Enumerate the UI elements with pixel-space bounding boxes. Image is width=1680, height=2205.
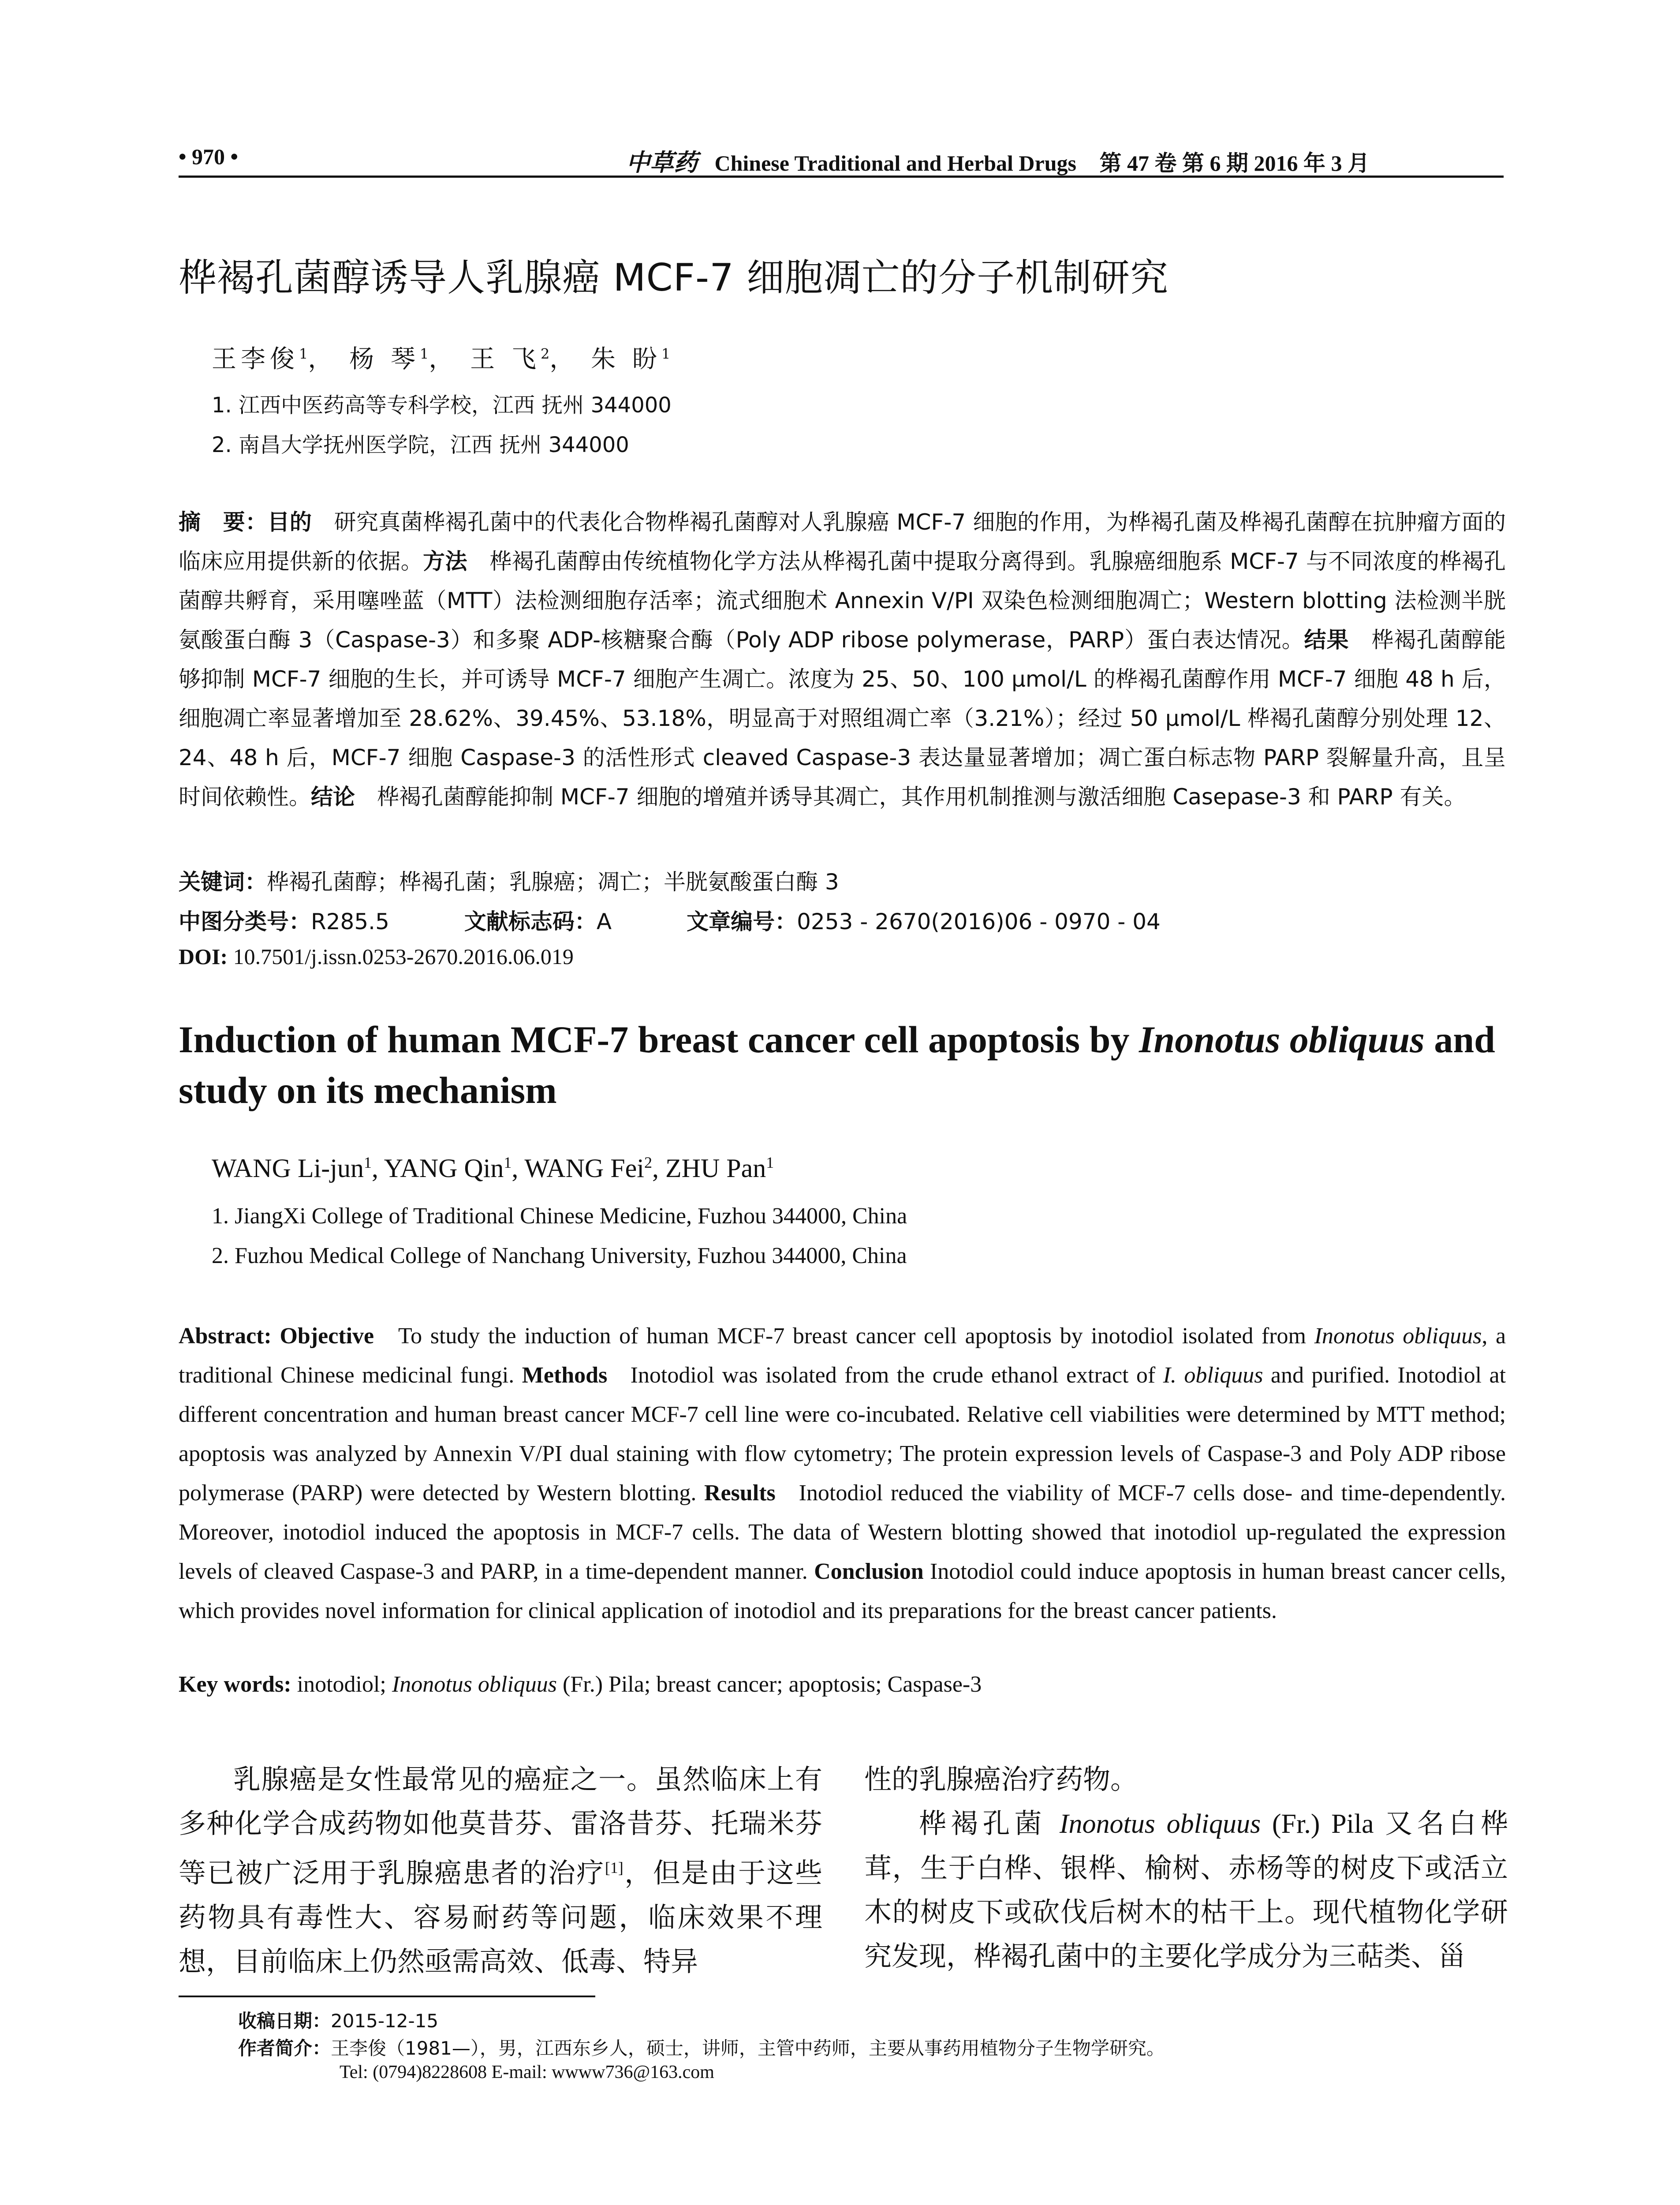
author-sup: 1	[363, 1154, 372, 1171]
footnote-author	[238, 2034, 1165, 2060]
abstract-cn-label: 摘 要：	[179, 509, 268, 535]
body-text: 又名白桦茸，生于白桦、银桦、榆树、赤杨等的树皮下或活立木的树皮下或砍伐后树木的枯干上。现代植物化学研究发现，桦褐孔菌中的主要化学成分为三萜类、甾	[864, 1807, 1508, 1972]
authors-cn: 王李俊$^1$， 杨 琴$^1$， 王 飞$^2$， 朱 盼$^1$	[212, 345, 671, 374]
doi-line	[179, 944, 574, 969]
author-en: WANG Li-jun	[212, 1154, 364, 1183]
journal-logo-cn: 中草药	[626, 148, 698, 176]
journal-issue: 第 47 卷 第 6 期 2016 年 3 月	[1099, 151, 1370, 176]
author-sup: 1	[419, 345, 429, 363]
abstract-cn	[179, 503, 1506, 817]
author-bio-label: 作者简介：	[238, 2037, 331, 2059]
running-header	[179, 140, 1504, 176]
body-text: 乳腺癌是女性最常见的癌症之一。虽然临床上有多种化学合成药物如他莫昔芬、雷洛昔芬、托瑞米芬等已被广泛用于乳腺癌患者的治疗	[179, 1763, 822, 1889]
body-paragraph	[179, 1757, 822, 1984]
keywords-en-a: inotodiol;	[297, 1672, 392, 1697]
results-text-en: Inotodiol reduced the viability of MCF-7 cells dose- and time-dependently. Moreover, inotodiol induced the apoptosis in MCF-7 cells. The data of Western blotting showed that inotodiol up-regulated the expression levels of cleaved Caspase-3 and PARP, in a time-dependent manner.	[179, 1480, 1506, 1584]
methods-label-cn: 方法	[423, 549, 467, 574]
keywords-cn	[179, 864, 839, 896]
doi-value: 10.7501/j.issn.0253-2670.2016.06.019	[233, 944, 574, 969]
footnote-received	[238, 2007, 438, 2033]
author-cn: 王 飞	[470, 345, 541, 374]
methods-label-en: Methods	[522, 1363, 608, 1388]
species-authority: (Fr.) Pila	[1261, 1809, 1385, 1839]
keywords-en-species: Inonotus obliquus	[392, 1672, 557, 1697]
page-number: • 970 •	[179, 144, 239, 169]
received-date: 2015-12-15	[331, 2010, 439, 2032]
footnote-rule	[179, 1996, 595, 1997]
citation-ref[interactable]: [1]	[605, 1859, 623, 1876]
author-sup: 1	[661, 345, 671, 363]
objective-text-en-a: To study the induction of human MCF-7 breast cancer cell apoptosis by inotodiol isolated from	[398, 1323, 1314, 1349]
body-text: 桦褐孔菌	[919, 1807, 1060, 1839]
conclusion-label-en: Conclusion	[814, 1559, 924, 1584]
results-label-en: Results	[704, 1480, 776, 1506]
affiliation-cn-2: 2. 南昌大学抚州医学院，江西 抚州 344000	[212, 433, 629, 457]
author-en: YANG Qin	[384, 1154, 504, 1183]
footnote-contact: Tel: (0794)8228608 E-mail: wwww736@163.com	[340, 2062, 714, 2082]
classification-line	[179, 904, 1161, 936]
doi-label: DOI:	[179, 944, 228, 969]
results-text-cn: 桦褐孔菌醇能够抑制 MCF-7 细胞的生长，并可诱导 MCF-7 细胞产生凋亡。浓度为 25、50、100 μmol/L 的桦褐孔菌醇作用 MCF-7 细胞 48 h 后，细胞凋亡率显著增加至 28.62%、39.45%、53.18%，明显高于对照组凋亡率（3.21%）；经过 50 μmol/L 桦褐孔菌醇分别处理 12、24、48 h 后，MCF-7 细胞 Caspase-3 的活性形式 cleaved Caspase-3 表达量显著增加；凋亡蛋白标志物 PARP 裂解量升高，且呈时间依赖性。	[179, 627, 1506, 810]
author-sup: 2	[644, 1154, 652, 1171]
author-sup: 1	[766, 1154, 774, 1171]
affiliation-en-2: 2. Fuzhou Medical College of Nanchang University, Fuzhou 344000, China	[212, 1243, 907, 1268]
species-name: Inonotus obliquus	[1059, 1809, 1261, 1839]
objective-text-en-b: , a traditional Chinese medicinal fungi.	[179, 1323, 1506, 1388]
title-en-part1: Induction of human MCF-7 breast cancer cell apoptosis by	[179, 1018, 1139, 1061]
classification-label: 中图分类号：	[179, 909, 311, 934]
doc-code-label: 文献标志码：	[464, 909, 597, 934]
keywords-cn-label: 关键词：	[179, 869, 267, 895]
author-cn: 朱 盼	[591, 345, 661, 374]
title-cn: 桦褐孔菌醇诱导人乳腺癌 MCF-7 细胞凋亡的分子机制研究	[179, 256, 1169, 300]
journal-name-en: Chinese Traditional and Herbal Drugs	[714, 151, 1076, 176]
conclusion-text-en: Inotodiol could induce apoptosis in human breast cancer cells, which provides novel information for clinical application of inotodiol and its preparations for the breast cancer patients.	[179, 1559, 1506, 1623]
keywords-cn-text: 桦褐孔菌醇；桦褐孔菌；乳腺癌；凋亡；半胱氨酸蛋白酶 3	[267, 869, 839, 895]
body-column-left	[179, 1757, 822, 1984]
methods-text-cn: 桦褐孔菌醇由传统植物化学方法从桦褐孔菌中提取分离得到。乳腺癌细胞系 MCF-7 与不同浓度的桦褐孔菌醇共孵育，采用噻唑蓝（MTT）法检测细胞存活率；流式细胞术 Annexin V/PI 双染色检测细胞凋亡；Western blotting 法检测半胱氨酸蛋白酶 3（Caspase-3）和多聚 ADP-核糖聚合酶（Poly ADP ribose polymerase，PARP）蛋白表达情况。	[179, 549, 1506, 653]
author-bio: 王李俊（1981—），男，江西东乡人，硕士，讲师，主管中药师，主要从事药用植物分子生物学研究。	[331, 2037, 1165, 2059]
objective-text-cn: 研究真菌桦褐孔菌中的代表化合物桦褐孔菌醇对人乳腺癌 MCF-7 细胞的作用，为桦褐孔菌及桦褐孔菌醇在抗肿瘤方面的临床应用提供新的依据。	[179, 509, 1506, 574]
abstract-en	[179, 1316, 1506, 1630]
methods-text-en-b: and purified. Inotodiol at different concentration and human breast cancer MCF-7 cell line were co-incubated. Relative cell viabilities were determined by MTT method; apoptosis was analyzed by Annexin V/PI dual staining with flow cytometry; The protein expression levels of Caspase-3 and Poly ADP ribose polymerase (PARP) were detected by Western blotting.	[179, 1363, 1506, 1506]
conclusion-text-cn: 桦褐孔菌醇能抑制 MCF-7 细胞的增殖并诱导其凋亡，其作用机制推测与激活细胞 Casepase-3 和 PARP 有关。	[377, 784, 1466, 810]
author-en: ZHU Pan	[665, 1154, 766, 1183]
body-text: ，但是由于这些药物具有毒性大、容易耐药等问题，临床效果不理想，目前临床上仍然亟需高效、低毒、特异	[179, 1857, 822, 1977]
author-en: WANG Fei	[524, 1154, 644, 1183]
conclusion-label-cn: 结论	[311, 784, 355, 810]
classification-value: R285.5	[311, 909, 389, 934]
body-paragraph: 性的乳腺癌治疗药物。	[864, 1763, 1138, 1795]
doc-code-value: A	[596, 909, 612, 934]
header-rule	[179, 176, 1504, 178]
keywords-en-label: Key words:	[179, 1672, 291, 1697]
abstract-en-label: Abstract:	[179, 1323, 272, 1349]
affiliation-en-1: 1. JiangXi College of Traditional Chinese Medicine, Fuzhou 344000, China	[212, 1203, 907, 1229]
methods-text-en-a: Inotodiol was isolated from the crude ethanol extract of	[630, 1363, 1163, 1388]
results-label-cn: 结果	[1304, 627, 1349, 653]
affiliation-cn-1: 1. 江西中医药高等专科学校，江西 抚州 344000	[212, 393, 672, 418]
methods-species-en: I. obliquus	[1163, 1363, 1263, 1388]
keywords-en	[179, 1671, 982, 1697]
objective-label-en: Objective	[280, 1323, 374, 1349]
received-label: 收稿日期：	[238, 2010, 331, 2032]
author-sup: 1	[299, 345, 308, 363]
objective-species-en: Inonotus obliquus	[1314, 1323, 1482, 1349]
author-sup: 2	[540, 345, 550, 363]
body-column-right	[864, 1757, 1508, 1978]
author-cn: 王李俊	[212, 345, 299, 374]
article-no-value: 0253 - 2670(2016)06 - 0970 - 04	[797, 909, 1161, 934]
keywords-en-b: (Fr.) Pila; breast cancer; apoptosis; Caspase-3	[557, 1672, 982, 1697]
author-cn: 杨 琴	[349, 345, 420, 374]
article-no-label: 文章编号：	[687, 909, 797, 934]
journal-info	[626, 144, 1370, 178]
authors-en: WANG Li-jun$^1$, YANG Qin$^1$, WANG Fei$^2$, ZHU Pan$^1$	[212, 1154, 774, 1183]
author-sup: 1	[504, 1154, 512, 1171]
title-en-species: Inonotus obliquus	[1139, 1018, 1425, 1061]
title-en-part2: and study on its mechanism	[179, 1018, 1495, 1111]
title-en	[179, 1014, 1506, 1116]
body-paragraph	[864, 1801, 1508, 1978]
objective-label-cn: 目的	[267, 509, 312, 535]
